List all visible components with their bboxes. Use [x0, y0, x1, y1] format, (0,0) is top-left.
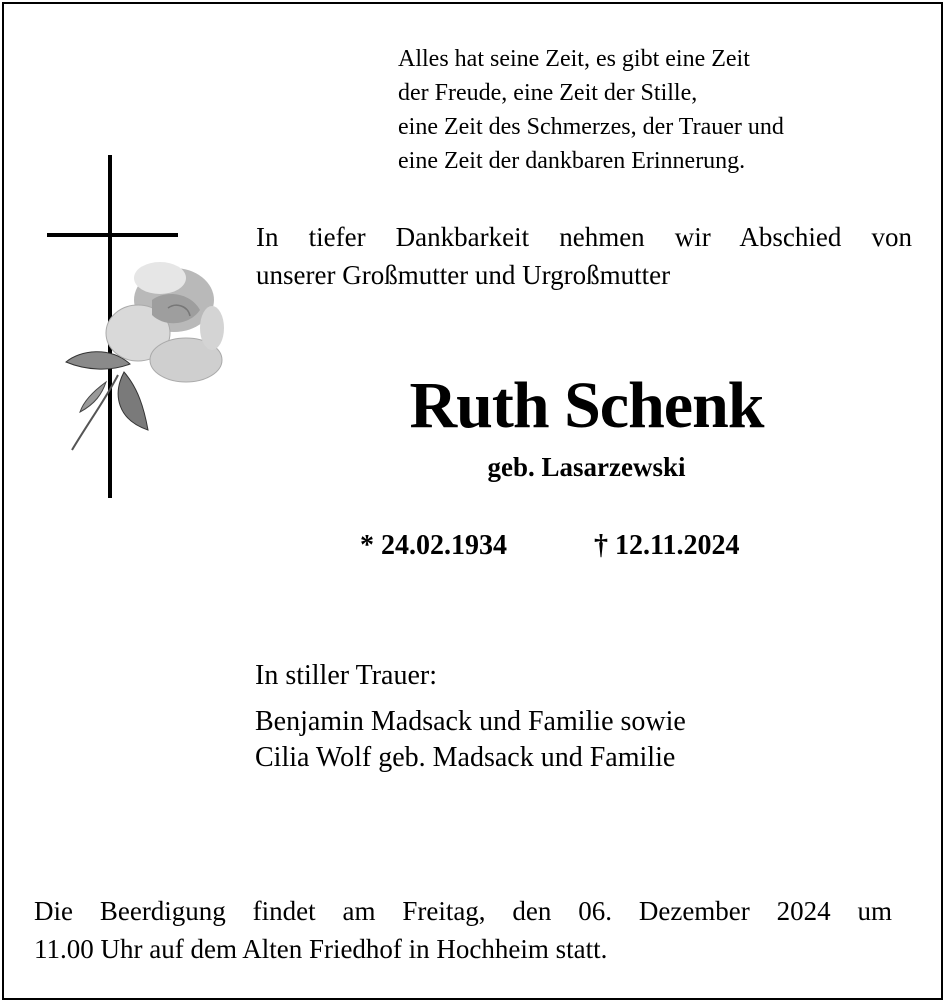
mourners [255, 658, 686, 776]
deceased-name: Ruth Schenk [409, 369, 764, 442]
mourners-heading: In stiller Trauer: [255, 660, 437, 691]
funeral-line: 11.00 Uhr auf dem Alten Friedhof in Hochheim statt. [34, 934, 608, 964]
intro-line: In tiefer Dankbarkeit nehmen wir Abschied von [256, 222, 912, 252]
poem [398, 42, 784, 178]
funeral-notice [34, 892, 892, 968]
poem-line: Alles hat seine Zeit, es gibt eine Zeit [398, 46, 750, 72]
poem-line: eine Zeit der dankbaren Erinnerung. [398, 148, 746, 174]
mourner-line: Benjamin Madsack und Familie sowie [255, 706, 686, 737]
poem-line: eine Zeit des Schmerzes, der Trauer und [398, 114, 784, 140]
intro-text [256, 218, 912, 294]
birth-date: * 24.02.1934 [360, 530, 507, 561]
funeral-line: Die Beerdigung findet am Freitag, den 06. Dezember 2024 um [34, 896, 892, 926]
maiden-name: geb. Lasarzewski [487, 452, 686, 482]
poem-line: der Freude, eine Zeit der Stille, [398, 80, 698, 106]
mourner-line: Cilia Wolf geb. Madsack und Familie [255, 742, 676, 773]
death-date: † 12.11.2024 [594, 530, 740, 561]
intro-line: unserer Großmutter und Urgroßmutter [256, 260, 671, 290]
